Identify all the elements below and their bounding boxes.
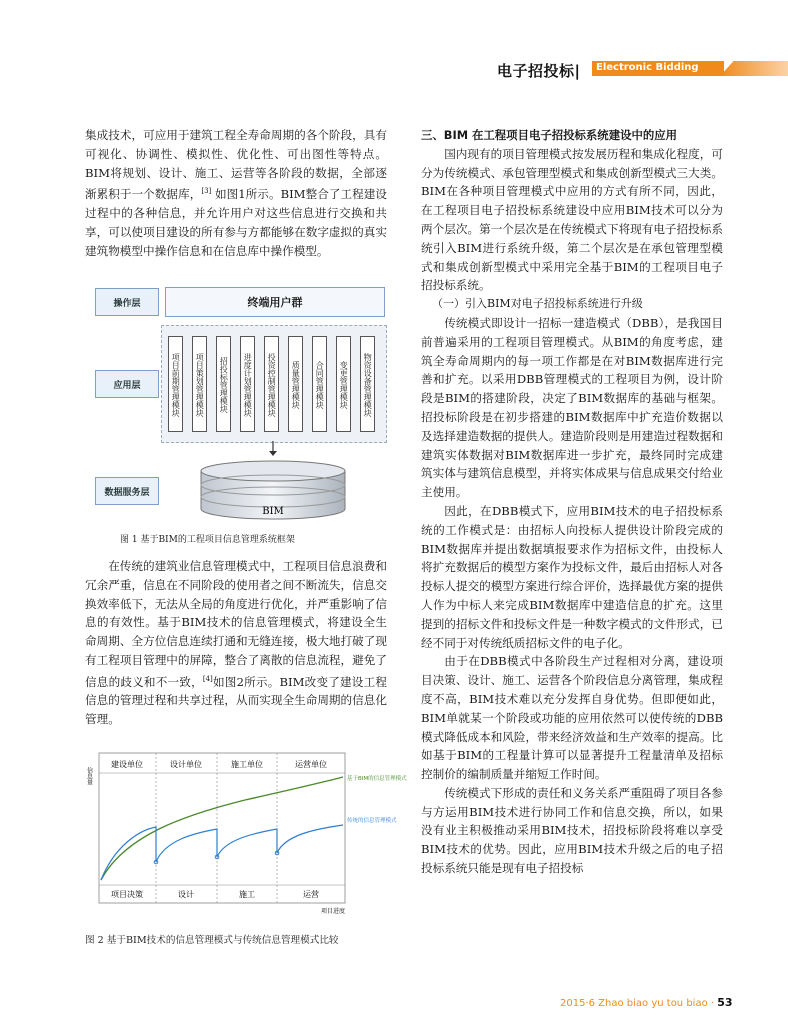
module-item: 质量管理模块 xyxy=(288,336,303,432)
header-section-bar xyxy=(592,61,724,76)
figure-2-caption: 图 2 基于BIM技术的信息管理模式与传统信息管理模式比较 xyxy=(85,935,339,946)
traditional-legend: 传统的信息管理模式 xyxy=(347,818,397,824)
left-column-bottom xyxy=(85,557,387,729)
figure-2-comparison-chart xyxy=(85,745,407,915)
right-column xyxy=(421,126,723,878)
bim-legend: 基于BIM的信息管理模式 xyxy=(347,776,407,782)
db-label: BIM xyxy=(262,506,284,517)
phase-label: 运营 xyxy=(303,890,319,899)
layer-application: 应用层 xyxy=(95,370,159,398)
module-item: 进度计划管理模块 xyxy=(240,336,255,432)
paragraph-bim-intro xyxy=(85,126,387,260)
page-footer xyxy=(560,996,733,1009)
figure-1-framework xyxy=(95,285,385,545)
text-run: 集成技术，可应用于建筑工程全寿命周期的各个阶段，具有可视化、协调性、模拟性、优化性、可出图性等特点。BIM将规划、设计、施工、运营等各阶段的数据，全部逐渐累积于一个数据库， xyxy=(85,128,387,202)
y-axis-label: 信息量 xyxy=(85,767,93,785)
paragraph: 由于在DBB模式中各阶段生产过程相对分离，建设项目决策、设计、施工、运营各个阶段信息分离管理，集成程度不高，BIM技术难以充分发挥自身优势。但即便如此，BIM单就某一个阶段或功能的应用依然可以使传统的DBB模式降低成本和风险，带来经济效益和生产效率的提高。比如基于BIM的工程量计算可以显著提升工程量清单及招标控制价的编制质量并缩短工作时间。 xyxy=(421,654,723,782)
phase-label: 施工 xyxy=(239,890,255,899)
paragraph: 传统模式下形成的责任和义务关系严重阻碍了项目各参与方运用BIM技术进行协同工作和信息交换，所以，如果没有业主积极推动采用BIM技术，招投标阶段将难以享受BIM技术的优势。因此，应用BIM技术升级之后的电子招投标系统只能是现有电子招投标 xyxy=(421,785,723,876)
unit-label: 建设单位 xyxy=(111,760,143,769)
paragraph: 国内现有的项目管理模式按发展历程和集成化程度，可分为传统模式、承包管理型模式和集成创新型模式三大类。BIM在各种项目管理模式中应用的方式有所不同，因此，在工程项目电子招投标系统建设中应用BIM技术可以分为两个层次。第一个层次是在传统模式下将现有电子招投标系统引入BIM进行系统升级，第二个层次是在承包管理型模式和集成创新型模式中采用完全基于BIM的工程项目电子招投标系统。 xyxy=(421,146,723,293)
citation-3: [3] xyxy=(201,187,212,196)
paragraph: 因此，在DBB模式下，应用BIM技术的电子招投标系统的工作模式是：由招标人向投标人提供设计阶段完成的BIM数据库并提出数据填报要求作为招标文件，由投标人将扩充数据后的模型方案作为投标文件，最后由招标人对各投标人提交的模型方案进行综合评价，选择最优方案的提供人作为中标人来完成BIM数据库中建造信息的扩充。这里提到的招标文件和投标文件是一种数字模式的文件形式，已经不同于对传统纸质招标文件的电子化。 xyxy=(421,503,723,650)
text-run: 在传统的建筑业信息管理模式中，工程项目信息浪费和冗余严重，信息在不同阶段的使用者之间不断流失，信息交换效率低下，无法从全局的角度进行优化，并严重影响了信息的有效性。基于BIM技术的信息管理模式，将建设全生命周期、全方位信息连续打通和无缝连接，极大地打破了现有工程项目管理中的屏障，整合了离散的信息流程，避免了信息的歧义和不一致， xyxy=(85,559,387,689)
paragraph: 传统模式即设计一招标一建造模式（DBB），是我国目前普遍采用的工程项目管理模式。从BIM的角度考虑，建筑全寿命周期内的每一项工作都是在对BIM数据库进行完善和扩充。以采用DBB管理模式的工程项目为例，设计阶段是BIM的搭建阶段，决定了BIM数据库的基础与框架。招投标阶段是在初步搭建的BIM数据库中扩充造价数据以及选择建造数据的提供人。建造阶段则是用建造过程数据和建筑实体数据对BIM数据库进一步扩充，最终同时完成建筑实体与建筑信息模型，并将实体成果与信息成果交付给业主使用。 xyxy=(421,315,723,500)
paragraph-traditional-mode xyxy=(85,557,387,729)
x-axis-label: 项目进度 xyxy=(320,908,346,915)
module-item: 合同管理模块 xyxy=(312,336,327,432)
text-run: 如图2所示。BIM改变了建设工程信息的管理过程和共享过程，从而实现全生命周期的信息化管理。 xyxy=(85,674,387,727)
layer-data-service: 数据服务层 xyxy=(95,477,159,505)
phase-label: 项目决策 xyxy=(111,890,143,899)
section-heading: 三、BIM 在工程项目电子招投标系统建设中的应用 xyxy=(421,128,678,142)
module-item: 招投标管理模块 xyxy=(216,336,231,432)
module-item: 变更管理模块 xyxy=(336,336,351,432)
unit-label: 运营单位 xyxy=(295,760,327,769)
module-item: 项目前期管理模块 xyxy=(168,336,183,432)
journal-section-title: 电子招投标| xyxy=(497,62,581,80)
layer-operation: 操作层 xyxy=(95,288,159,316)
issue-info: 2015·6 Zhao biao yu tou biao · xyxy=(560,998,715,1009)
citation-4: [4] xyxy=(202,674,213,683)
application-modules-panel xyxy=(161,325,387,443)
module-item: 物资设备管理模块 xyxy=(360,336,375,432)
text-run: 如图1所示。BIM整合了工程建设过程中的各种信息，并允许用户对这些信息进行交换和共享，可以使项目建设的所有参与方都能够在数字虚拟的真实建筑物模型中操作信息和在信息库中操作模型。 xyxy=(85,187,387,258)
phase-label: 设计 xyxy=(178,890,194,899)
left-column-top xyxy=(85,126,387,260)
figure-1-caption: 图 1 基于BIM的工程项目信息管理系统框架 xyxy=(120,535,295,545)
module-item: 投资控制管理模块 xyxy=(264,336,279,432)
module-item: 项目策划管理模块 xyxy=(192,336,207,432)
unit-label: 设计单位 xyxy=(170,760,202,769)
unit-label: 施工单位 xyxy=(231,760,263,769)
page-number: 53 xyxy=(717,996,733,1009)
header-gradient xyxy=(720,61,788,76)
header-section-en: Electronic Bidding xyxy=(596,62,699,73)
terminal-users-box: 终端用户群 xyxy=(165,287,385,317)
bim-database-cylinder xyxy=(161,441,385,521)
subsection-heading: （一）引入BIM对电子招投标系统进行升级 xyxy=(432,297,643,311)
